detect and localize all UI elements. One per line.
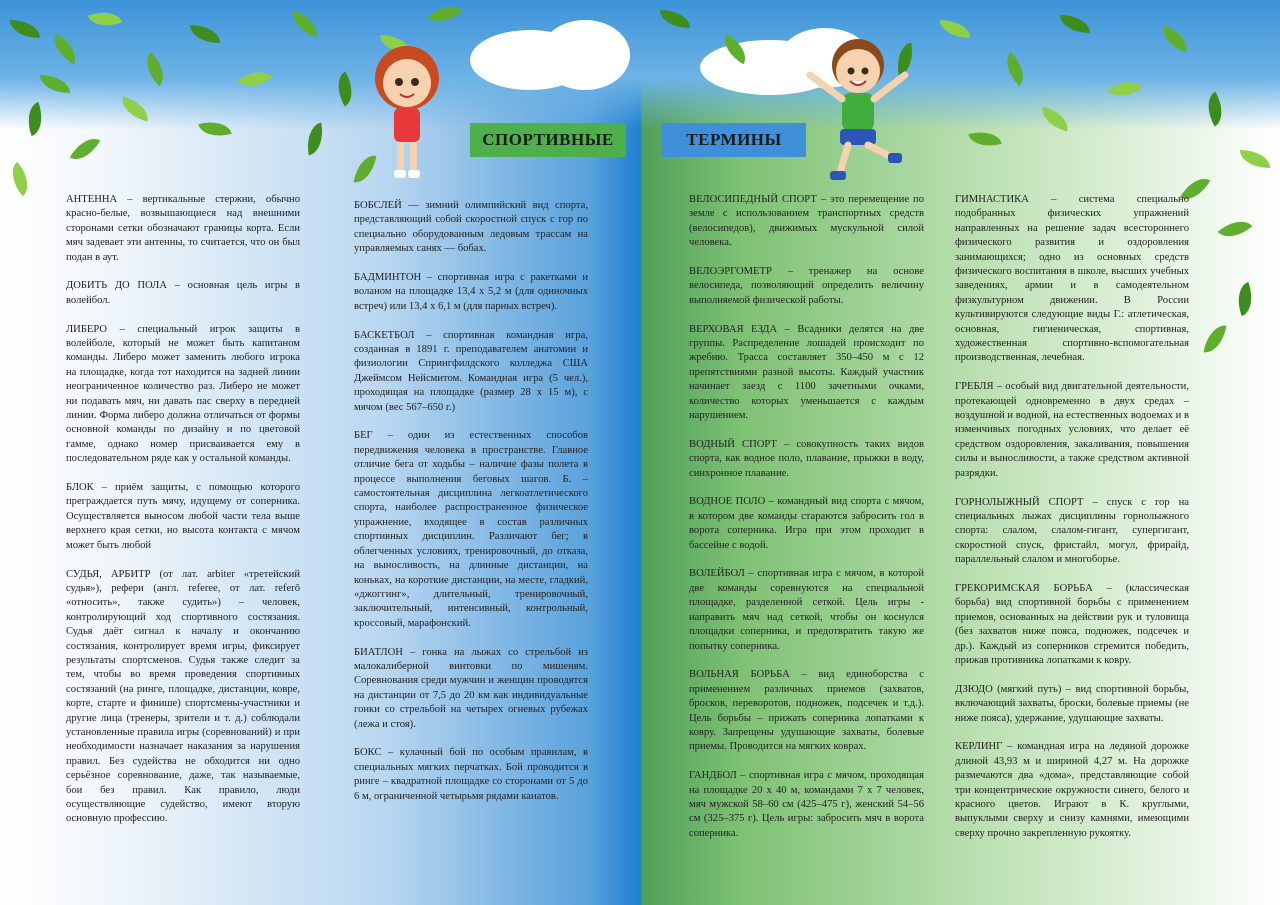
term-grekorimskaya-borba: ГРЕКОРИМСКАЯ БОРЬБА – (классическая борьба) вид спортивной борьбы с применением приемов, основанных на действии рук и туловища (без захватов ниже пояса, подножек, подсечек и др.). Каждый из соперников стремится победить, прижав противника лопатками к ковру.	[955, 582, 1189, 666]
term-blok: БЛОК – приём защиты, с помощью которого преграждается путь мячу, идущему от соперника. Осуществляется выносом любой части тела выше верхнего края сетки, но высота контакта с мячом может быть любой	[66, 482, 300, 551]
term-libero: ЛИБЕРО – специальный игрок защиты в волейболе, который не может быть капитаном команды. Либеро может заменить любого игрока на площадке, когда тот находится на задней линии неограниченное количество раз. Либеро не может ни подавать мяч, ни давать пас сверху в передней линии. Форма либеро должна отличаться от формы основной команды по дизайну и по цветовой гамме, однако номер присваивается ему в последовательном ряде как у остальной команды.	[66, 323, 300, 465]
title-right-badge	[662, 123, 806, 157]
terms-column-2	[354, 199, 588, 818]
term-verhovaya-ezda: ВЕРХОВАЯ ЕЗДА – Всадники делятся на две группы. Распределение лошадей происходит по жребию. Трасса составляет 350–450 м с 12 препятствиями разной высоты. Каждый участник начинает заезд с 1100 зачетными очками, количество которых уменьшается с каждым нарушением.	[689, 323, 924, 422]
term-biatlon: БИАТЛОН – гонка на лыжах со стрельбой из малокалиберной винтовки по мишеням. Соревнования среди мужчин и женщин проводятся на дистанции от 7,5 до 20 км как индивидуальные гонки со стрельбой на четырех огневых рубежах (лежа и стоя).	[354, 646, 588, 730]
terms-column-1	[66, 193, 300, 841]
term-greblya: ГРЕБЛЯ – особый вид двигательной деятельности, протекающей одновременно в двух средах – воздушной и водной, на естественных водоемах и в изменчивых погодных условиях, что делает её средством оздоровления, закаливания, повышения силы и выносливости, а также средством активной разрядки.	[955, 381, 1189, 479]
title-left-badge	[470, 123, 626, 157]
title-left: СПОРТИВНЫЕ	[482, 130, 614, 149]
term-kerling: КЕРЛИНГ – командная игра на ледяной дорожке длиной 43,93 м и шириной 4,27 м. На дорожке размечаются два «дома», представляющие собой три концентрические окружности синего, белого и красного цветов. Играют в К. круглыми, выпуклыми сверху и снизу камнями, имеющими сверху прочно закрепленную рукоятку.	[955, 741, 1189, 839]
term-beg: БЕГ – один из естественных способов передвижения человека в пространстве. Главное отличие бега от ходьбы – наличие фазы полета в процессе выполнения беговых шагов. Б. –самостоятельная дисциплина легкоатлетического спорта, наиболее распространенное физическое упражнение, входящее в состав различных спортивных дисциплин. Различают бег; в облегченных условиях, тренировочный, до отказа, на выносливость, на длинные дистанции, на коньках, на короткие дистанции, на месте, гладкий, «джоггинг», длительный, тренировочный, заключительный, интенсивный, контрольный, кроссовый, марафонский.	[354, 430, 588, 629]
term-dobit-do-pola: ДОБИТЬ ДО ПОЛА – основная цель игры в волейбол.	[66, 280, 300, 306]
term-velosport: ВЕЛОСИПЕДНЫЙ СПОРТ – это перемещение по земле с использованием транспортных средств (велосипедов), движимых мускульной силой человека.	[689, 194, 924, 249]
term-gornolyzhny-sport: ГОРНОЛЫЖНЫЙ СПОРТ – спуск с гор на специальных лыжах дисциплины горнолыжного спорта: слалом, слалом-гигант, супергигант, скоростной спуск, фристайл, могул, фрирайд, параллельный слалом и многоборье.	[955, 496, 1189, 566]
terms-column-4	[955, 193, 1189, 856]
cloud	[540, 20, 630, 90]
term-bobslei: БОБСЛЕЙ — зимний олимпийский вид спорта, представляющий собой скоростной спуск с гор по специально оборудованным ледовым трассам на управляемых санях — бобах.	[354, 200, 588, 255]
boy-illustration	[800, 25, 915, 185]
term-sudya: СУДЬЯ, АРБИТР (от лат. arbiter «третейский судья»), рефери (англ. referee, от лат. referō «относить», также судить») – человек, контролирующий ход спортивного состязания. Судья даёт сигнал к началу и окончанию состязания, контролирует время игры, фиксирует результаты спортсменов. Судья также следит за тем, чтобы во время проведения спортивных состязаний (на ринге, площадке, дистанции, ковре, корте, старте и финише) спортсмены-участники и другие лица (тренеры, зрители и т. д.) соблюдали установленные правила игры (соревнований) и при необходимости назначает наказания за нарушения правил. Без судейства не обходится ни одно серьёзное соревнование, даже, так называемые, бои без правил. Как правило, люди осуществляющие судейство, имеют вторую основную профессию.	[66, 568, 300, 825]
term-basketbol: БАСКЕТБОЛ – спортивная командная игра, созданная в 1891 г. преподавателем анатомии и физиологии Спрингфилдского колледжа США Джеймсом Нейсмитом. Командная игра (5 чел.), проходящая на площадке (размер 28 х 15 м), с мячом (вес 567–650 г.)	[354, 329, 588, 413]
term-voleybol: ВОЛЕЙБОЛ – спортивная игра с мячом, в которой две команды соревнуются на специальной площадке, разделенной сеткой. Цель игры - направить мяч над сеткой, чтобы он коснулся площадки соперника, и предотвратить такую же попытку соперника.	[689, 568, 924, 652]
terms-column-3	[689, 193, 924, 856]
term-vodny-sport: ВОДНЫЙ СПОРТ – совокупность таких видов спорта, как водное поло, плавание, прыжки в воду, синхронное плавание.	[689, 438, 924, 479]
term-gandbol: ГАНДБОЛ – спортивная игра с мячом, проходящая на площадке 20 х 40 м, командами 7 х 7 человек, мяч мужской 58–60 см (425–475 г), женский 54–56 см (325–375 г). Цель игры: забросить мяч в ворота соперника.	[689, 770, 924, 839]
girl-illustration	[362, 38, 452, 188]
term-gimnastika: ГИМНАСТИКА – система специально подобранных физических упражнений направленных на решение задач всестороннего физического развития и оздоровления занимающихся; одно из основных средств физического воспитания в школе, высших учебных заведениях, армии и в самодеятельном физкультурном движении. В России культивируются следующие виды Г.: атлетическая, основная, гигиеническая, спортивная, художественная спортивно-вспомогательная производственная, лечебная.	[955, 194, 1189, 364]
term-vodnoe-polo: ВОДНОЕ ПОЛО – командный вид спорта с мячом, в котором две команды стараются забросить гол в ворота соперника. Игра при этом проходит в бассейне с водой.	[689, 496, 924, 551]
term-veloergometr: ВЕЛОЭРГОМЕТР – тренажер на основе велосипеда, позволяющий определить величину выполняемой физической работы.	[689, 266, 924, 306]
title-right: ТЕРМИНЫ	[686, 130, 782, 149]
term-boks: БОКС – кулачный бой по особым правилам, в специальных мягких перчатках. Бой проводится в ринге – квадратной площадке со сторонами от 5 до 6 м, ограниченной четырьмя рядами канатов.	[354, 747, 588, 802]
term-volnaya-borba: ВОЛЬНАЯ БОРЬБА – вид единоборства с применением различных приемов (захватов, бросков, переворотов, подножек, подсечек и т.д.). Цель борьбы – прижать соперника лопатками к ковру. Запрещены удушающие захваты, болевые приемы. Проводится на мягких коврах.	[689, 669, 924, 753]
term-dzyudo: ДЗЮДО (мягкий путь) – вид спортивной борьбы, включающий захваты, броски, болевые приемы (не ниже пояса), удержание, удушающие захваты.	[955, 683, 1189, 724]
term-badminton: БАДМИНТОН – спортивная игра с ракетками и воланом на площадке 13,4 х 5,2 м (для одиночных встреч) или 13,4 х 6,1 м (для парных встреч).	[354, 272, 588, 312]
term-antenna: АНТЕННА – вертикальные стержни, обычно красно-белые, возвышающиеся над внешними сторонами сетки обозначают границы корта. Если мяч задевает эти антенны, то считается, что он был подан в аут.	[66, 194, 300, 263]
